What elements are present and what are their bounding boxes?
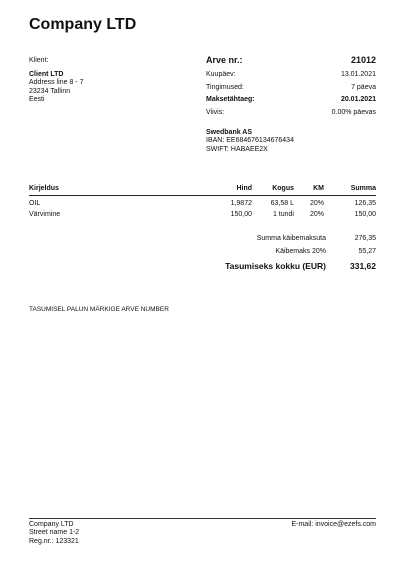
invoice-penalty-label: Viivis: [206, 109, 225, 116]
payment-note: TASUMISEL PALUN MÄRKIGE ARVE NUMBER [29, 306, 169, 313]
vat-total-row [206, 248, 376, 255]
row-vat: 20% [309, 211, 324, 218]
invoice-number-row [206, 55, 376, 65]
bank-swift: SWIFT: HABAEE2X [206, 145, 268, 153]
footer-company-name: Company LTD [29, 521, 74, 528]
grand-total-label: Tasumiseks kokku (EUR) [225, 261, 326, 271]
row-quantity: 1 tundi [272, 211, 294, 218]
footer-email: E-mail: invoice@ezefs.com [291, 521, 376, 528]
row-description: Värvimine [29, 211, 61, 218]
invoice-number-label: Arve nr.: [206, 55, 243, 65]
items-table [29, 184, 376, 220]
bank-name: Swedbank AS [206, 129, 253, 136]
row-vat: 20% [309, 200, 324, 207]
invoice-date: 13.01.2021 [340, 71, 376, 78]
invoice-terms-row [206, 84, 376, 91]
company-name: Company LTD [29, 16, 137, 33]
vat-total-value: 55,27 [358, 248, 376, 255]
bank-iban: IBAN: EE684676134676434 [206, 137, 294, 145]
row-quantity: 63,58 L [270, 200, 294, 207]
vat-total-label: Käibemaks 20% [275, 248, 326, 255]
row-price: 150,00 [230, 211, 252, 218]
row-sum: 126,35 [354, 200, 376, 207]
table-row [29, 209, 376, 220]
invoice-date-label: Kuupäev: [206, 71, 236, 78]
grand-total-row [206, 261, 376, 271]
row-sum: 150,00 [354, 211, 376, 218]
invoice-date-row [206, 71, 376, 78]
invoice-number: 21012 [350, 55, 376, 65]
client-name: Client LTD [29, 71, 64, 78]
client-address-line-1: Address line 8 - 7 [29, 79, 84, 87]
header-vat: KM [313, 185, 324, 192]
footer-company-info [29, 521, 79, 546]
footer-divider [29, 518, 376, 519]
invoice-due-row [206, 96, 376, 103]
header-quantity: Kogus [272, 185, 294, 192]
header-description: Kirjeldus [29, 185, 59, 192]
footer-regnr: Reg.nr.: 123321 [29, 537, 79, 545]
invoice-penalty: 0.00% päevas [331, 109, 376, 116]
subtotal-label: Summa käibemaksuta [256, 235, 326, 242]
client-address-block [29, 71, 83, 105]
grand-total-value: 331,62 [350, 261, 376, 271]
header-sum: Summa [350, 185, 376, 192]
table-header-row [29, 184, 376, 196]
row-description: OIL [29, 200, 41, 207]
invoice-due-label: Maksetähtaeg: [206, 96, 255, 103]
row-price: 1,9872 [230, 200, 252, 207]
footer-street: Street name 1-2 [29, 529, 80, 537]
invoice-due: 20.01.2021 [340, 96, 376, 103]
table-row [29, 198, 376, 209]
client-country: Eesti [29, 96, 45, 104]
subtotal-row [206, 235, 376, 242]
header-price: Hind [236, 185, 252, 192]
subtotal-value: 276,35 [354, 235, 376, 242]
invoice-terms-label: Tingimused: [206, 84, 244, 91]
client-label: Klient: [29, 57, 49, 64]
bank-details [206, 129, 294, 154]
invoice-terms: 7 päeva [351, 84, 376, 91]
invoice-penalty-row [206, 109, 376, 116]
client-address-line-2: 23234 Tallinn [29, 87, 71, 95]
